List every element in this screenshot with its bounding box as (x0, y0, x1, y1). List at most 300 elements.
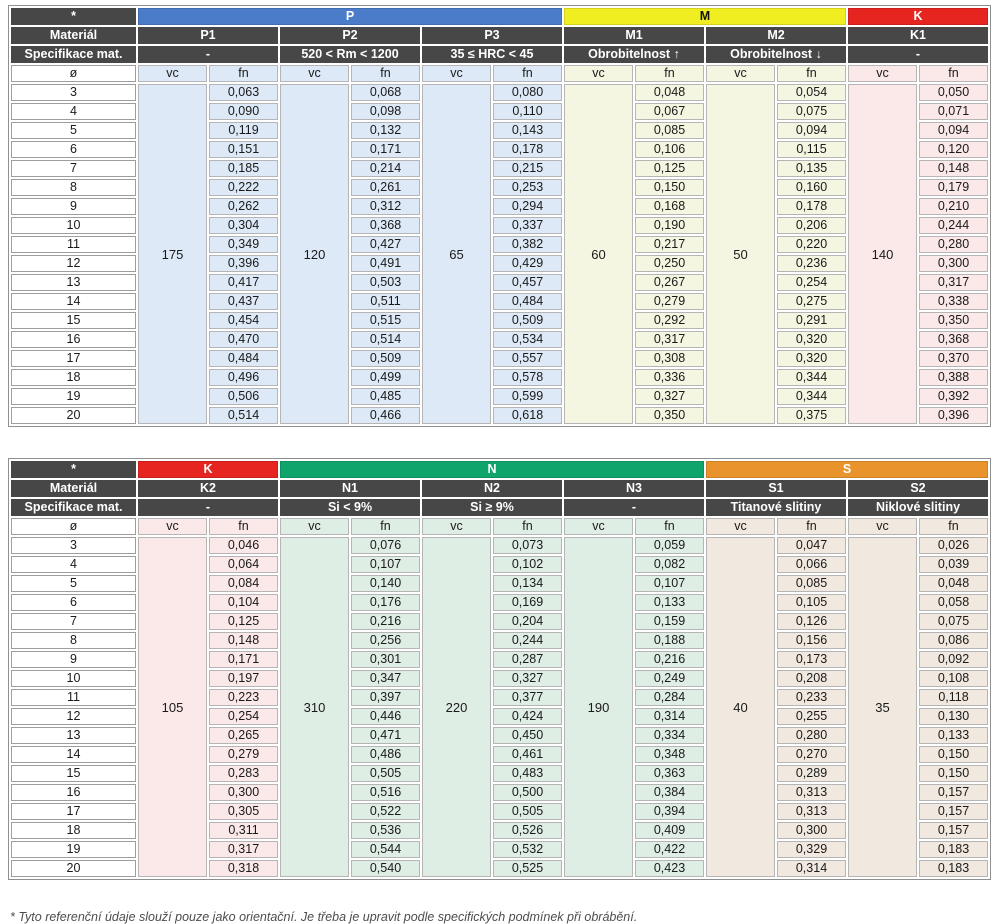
fn-value-M2: 0,254 (777, 274, 846, 291)
cutting-data-table-KNS (8, 458, 991, 880)
fn-value-N1: 0,540 (351, 860, 420, 877)
fn-value-P1: 0,470 (209, 331, 278, 348)
fn-value-S2: 0,130 (919, 708, 988, 725)
fn-value-K2: 0,223 (209, 689, 278, 706)
diameter-cell: 17 (11, 350, 136, 367)
fn-value-S1: 0,313 (777, 803, 846, 820)
fn-value-S2: 0,150 (919, 746, 988, 763)
fn-value-S2: 0,150 (919, 765, 988, 782)
spec-header-K2: - (138, 499, 278, 516)
fn-value-K1: 0,071 (919, 103, 988, 120)
diameter-cell: 19 (11, 388, 136, 405)
material-header-K2: K2 (138, 480, 278, 497)
fn-value-P3: 0,578 (493, 369, 562, 386)
vc-header-P2: vc (280, 65, 349, 82)
fn-value-N3: 0,384 (635, 784, 704, 801)
diameter-cell: 8 (11, 179, 136, 196)
diameter-header-cell: ø (11, 65, 136, 82)
fn-value-S2: 0,183 (919, 860, 988, 877)
fn-value-N3: 0,284 (635, 689, 704, 706)
fn-value-N2: 0,424 (493, 708, 562, 725)
fn-value-K2: 0,279 (209, 746, 278, 763)
group-header-K: K (848, 8, 988, 25)
fn-value-K1: 0,094 (919, 122, 988, 139)
fn-value-S1: 0,314 (777, 860, 846, 877)
fn-value-K1: 0,120 (919, 141, 988, 158)
material-row-label: Materiál (11, 27, 136, 44)
fn-value-K2: 0,064 (209, 556, 278, 573)
fn-value-P3: 0,337 (493, 217, 562, 234)
fn-value-M2: 0,135 (777, 160, 846, 177)
fn-value-S1: 0,066 (777, 556, 846, 573)
vc-value-N3: 190 (564, 537, 633, 877)
vc-value-P3: 65 (422, 84, 491, 424)
fn-value-K2: 0,283 (209, 765, 278, 782)
fn-value-P1: 0,496 (209, 369, 278, 386)
diameter-cell: 20 (11, 407, 136, 424)
fn-value-S2: 0,157 (919, 822, 988, 839)
fn-value-P3: 0,215 (493, 160, 562, 177)
diameter-cell: 9 (11, 198, 136, 215)
fn-value-M1: 0,150 (635, 179, 704, 196)
fn-header-N3: fn (635, 518, 704, 535)
fn-value-M1: 0,106 (635, 141, 704, 158)
material-header-M2: M2 (706, 27, 846, 44)
fn-value-K1: 0,392 (919, 388, 988, 405)
fn-value-M1: 0,317 (635, 331, 704, 348)
diameter-cell: 17 (11, 803, 136, 820)
fn-value-M1: 0,190 (635, 217, 704, 234)
fn-value-N3: 0,363 (635, 765, 704, 782)
vc-value-P2: 120 (280, 84, 349, 424)
fn-value-N1: 0,486 (351, 746, 420, 763)
spec-header-M2: Obrobitelnost ↓ (706, 46, 846, 63)
fn-value-S1: 0,208 (777, 670, 846, 687)
fn-value-S2: 0,157 (919, 803, 988, 820)
star-header-cell: * (11, 8, 136, 25)
fn-value-N1: 0,216 (351, 613, 420, 630)
fn-header-S2: fn (919, 518, 988, 535)
material-row-label: Materiál (11, 480, 136, 497)
fn-value-M2: 0,178 (777, 198, 846, 215)
fn-value-S2: 0,058 (919, 594, 988, 611)
diameter-cell: 15 (11, 765, 136, 782)
fn-value-M1: 0,125 (635, 160, 704, 177)
fn-value-S1: 0,233 (777, 689, 846, 706)
cutting-data-table-PMK (8, 5, 991, 427)
fn-value-K1: 0,280 (919, 236, 988, 253)
fn-value-K1: 0,300 (919, 255, 988, 272)
fn-value-N3: 0,334 (635, 727, 704, 744)
spec-header-N2: Si ≥ 9% (422, 499, 562, 516)
fn-value-M1: 0,350 (635, 407, 704, 424)
spec-header-K1: - (848, 46, 988, 63)
group-header-P: P (138, 8, 562, 25)
diameter-cell: 12 (11, 708, 136, 725)
diameter-cell: 13 (11, 727, 136, 744)
material-header-M1: M1 (564, 27, 704, 44)
fn-value-K1: 0,388 (919, 369, 988, 386)
vc-header-M1: vc (564, 65, 633, 82)
fn-value-N1: 0,347 (351, 670, 420, 687)
spec-row-label: Specifikace mat. (11, 499, 136, 516)
vc-header-K2: vc (138, 518, 207, 535)
diameter-cell: 4 (11, 556, 136, 573)
spec-header-row (11, 499, 988, 516)
fn-value-M1: 0,267 (635, 274, 704, 291)
fn-value-M1: 0,308 (635, 350, 704, 367)
vc-header-P3: vc (422, 65, 491, 82)
fn-value-N1: 0,544 (351, 841, 420, 858)
spec-header-N1: Si < 9% (280, 499, 420, 516)
data-row-d3 (11, 84, 988, 101)
spec-header-row (11, 46, 988, 63)
diameter-cell: 4 (11, 103, 136, 120)
diameter-cell: 14 (11, 746, 136, 763)
diameter-cell: 13 (11, 274, 136, 291)
material-header-P3: P3 (422, 27, 562, 44)
fn-header-P3: fn (493, 65, 562, 82)
fn-value-S1: 0,085 (777, 575, 846, 592)
group-header-S: S (706, 461, 988, 478)
fn-value-P1: 0,151 (209, 141, 278, 158)
spec-header-S1: Titanové slitiny (706, 499, 846, 516)
fn-value-S2: 0,092 (919, 651, 988, 668)
spec-row-label: Specifikace mat. (11, 46, 136, 63)
fn-value-N1: 0,505 (351, 765, 420, 782)
fn-value-K2: 0,171 (209, 651, 278, 668)
fn-header-P1: fn (209, 65, 278, 82)
diameter-cell: 15 (11, 312, 136, 329)
fn-value-P2: 0,214 (351, 160, 420, 177)
fn-value-N3: 0,394 (635, 803, 704, 820)
fn-value-P1: 0,506 (209, 388, 278, 405)
fn-value-P1: 0,454 (209, 312, 278, 329)
fn-value-S1: 0,300 (777, 822, 846, 839)
diameter-cell: 9 (11, 651, 136, 668)
diameter-cell: 5 (11, 575, 136, 592)
fn-value-P2: 0,427 (351, 236, 420, 253)
fn-value-K1: 0,244 (919, 217, 988, 234)
fn-value-N2: 0,532 (493, 841, 562, 858)
fn-value-M1: 0,279 (635, 293, 704, 310)
fn-value-P3: 0,509 (493, 312, 562, 329)
fn-value-K2: 0,197 (209, 670, 278, 687)
fn-value-P2: 0,132 (351, 122, 420, 139)
fn-value-P2: 0,514 (351, 331, 420, 348)
spec-header-P2: 520 < Rm < 1200 (280, 46, 420, 63)
fn-header-N2: fn (493, 518, 562, 535)
fn-value-K1: 0,338 (919, 293, 988, 310)
fn-value-S2: 0,133 (919, 727, 988, 744)
fn-value-M2: 0,220 (777, 236, 846, 253)
fn-value-N1: 0,446 (351, 708, 420, 725)
fn-value-M2: 0,291 (777, 312, 846, 329)
fn-value-N1: 0,301 (351, 651, 420, 668)
fn-value-N2: 0,483 (493, 765, 562, 782)
fn-value-N1: 0,176 (351, 594, 420, 611)
material-header-P1: P1 (138, 27, 278, 44)
material-header-P2: P2 (280, 27, 420, 44)
fn-value-P3: 0,457 (493, 274, 562, 291)
fn-value-N3: 0,249 (635, 670, 704, 687)
fn-value-K2: 0,318 (209, 860, 278, 877)
fn-value-N1: 0,516 (351, 784, 420, 801)
fn-value-M2: 0,054 (777, 84, 846, 101)
fn-value-N3: 0,133 (635, 594, 704, 611)
fn-value-S2: 0,086 (919, 632, 988, 649)
diameter-cell: 18 (11, 822, 136, 839)
fn-value-P3: 0,599 (493, 388, 562, 405)
group-header-M: M (564, 8, 846, 25)
group-header-N: N (280, 461, 704, 478)
fn-value-P3: 0,143 (493, 122, 562, 139)
fn-value-M2: 0,344 (777, 388, 846, 405)
fn-value-N2: 0,102 (493, 556, 562, 573)
fn-value-P3: 0,110 (493, 103, 562, 120)
fn-value-S1: 0,270 (777, 746, 846, 763)
vc-value-K2: 105 (138, 537, 207, 877)
fn-value-P3: 0,429 (493, 255, 562, 272)
fn-header-M1: fn (635, 65, 704, 82)
data-row-d3 (11, 537, 988, 554)
fn-value-P2: 0,499 (351, 369, 420, 386)
fn-value-S1: 0,156 (777, 632, 846, 649)
diameter-cell: 11 (11, 689, 136, 706)
fn-value-S1: 0,313 (777, 784, 846, 801)
fn-value-P2: 0,261 (351, 179, 420, 196)
fn-value-P2: 0,515 (351, 312, 420, 329)
fn-value-P1: 0,090 (209, 103, 278, 120)
vc-value-S1: 40 (706, 537, 775, 877)
fn-value-N2: 0,461 (493, 746, 562, 763)
fn-value-P3: 0,557 (493, 350, 562, 367)
fn-value-P1: 0,349 (209, 236, 278, 253)
material-header-N3: N3 (564, 480, 704, 497)
fn-value-M1: 0,067 (635, 103, 704, 120)
fn-value-K1: 0,210 (919, 198, 988, 215)
fn-value-P2: 0,171 (351, 141, 420, 158)
fn-value-P2: 0,509 (351, 350, 420, 367)
diameter-cell: 10 (11, 670, 136, 687)
diameter-cell: 18 (11, 369, 136, 386)
fn-value-N3: 0,188 (635, 632, 704, 649)
fn-value-P1: 0,514 (209, 407, 278, 424)
fn-value-N3: 0,216 (635, 651, 704, 668)
fn-value-N3: 0,059 (635, 537, 704, 554)
fn-value-N2: 0,377 (493, 689, 562, 706)
table-1-mount (8, 5, 991, 427)
fn-value-K1: 0,370 (919, 350, 988, 367)
fn-value-N2: 0,450 (493, 727, 562, 744)
diameter-cell: 6 (11, 141, 136, 158)
fn-value-K1: 0,050 (919, 84, 988, 101)
diameter-cell: 5 (11, 122, 136, 139)
fn-value-P2: 0,098 (351, 103, 420, 120)
vc-value-K1: 140 (848, 84, 917, 424)
fn-value-P2: 0,511 (351, 293, 420, 310)
vc-header-N1: vc (280, 518, 349, 535)
fn-value-M1: 0,048 (635, 84, 704, 101)
table-2-mount (8, 458, 991, 880)
fn-value-N2: 0,327 (493, 670, 562, 687)
fn-value-P3: 0,294 (493, 198, 562, 215)
fn-value-K1: 0,350 (919, 312, 988, 329)
fn-value-M1: 0,168 (635, 198, 704, 215)
fn-value-P3: 0,382 (493, 236, 562, 253)
fn-value-K1: 0,368 (919, 331, 988, 348)
fn-value-N2: 0,500 (493, 784, 562, 801)
fn-value-M2: 0,115 (777, 141, 846, 158)
spec-header-P3: 35 ≤ HRC < 45 (422, 46, 562, 63)
diameter-cell: 3 (11, 537, 136, 554)
fn-value-N2: 0,526 (493, 822, 562, 839)
fn-value-P1: 0,437 (209, 293, 278, 310)
fn-value-N1: 0,522 (351, 803, 420, 820)
diameter-cell: 20 (11, 860, 136, 877)
fn-header-K1: fn (919, 65, 988, 82)
diameter-header-cell: ø (11, 518, 136, 535)
vc-header-N3: vc (564, 518, 633, 535)
fn-value-P3: 0,618 (493, 407, 562, 424)
vc-fn-header-row (11, 65, 988, 82)
vc-value-N2: 220 (422, 537, 491, 877)
diameter-cell: 6 (11, 594, 136, 611)
fn-value-P2: 0,466 (351, 407, 420, 424)
diameter-cell: 11 (11, 236, 136, 253)
vc-header-P1: vc (138, 65, 207, 82)
vc-fn-header-row (11, 518, 988, 535)
fn-value-N3: 0,082 (635, 556, 704, 573)
fn-value-P3: 0,534 (493, 331, 562, 348)
fn-value-N2: 0,244 (493, 632, 562, 649)
fn-value-S2: 0,157 (919, 784, 988, 801)
fn-value-M1: 0,217 (635, 236, 704, 253)
vc-value-M1: 60 (564, 84, 633, 424)
fn-value-N3: 0,314 (635, 708, 704, 725)
fn-value-S2: 0,026 (919, 537, 988, 554)
fn-value-M1: 0,336 (635, 369, 704, 386)
vc-header-M2: vc (706, 65, 775, 82)
fn-value-N2: 0,204 (493, 613, 562, 630)
fn-header-N1: fn (351, 518, 420, 535)
fn-header-M2: fn (777, 65, 846, 82)
fn-value-M2: 0,206 (777, 217, 846, 234)
footnote: * Tyto referenční údaje slouží pouze jako orientační. Je třeba je upravit podle specifických podmínek při obrábění. (10, 910, 638, 924)
fn-value-N3: 0,159 (635, 613, 704, 630)
fn-value-M2: 0,236 (777, 255, 846, 272)
diameter-cell: 14 (11, 293, 136, 310)
spec-header-N3: - (564, 499, 704, 516)
vc-value-M2: 50 (706, 84, 775, 424)
fn-header-P2: fn (351, 65, 420, 82)
fn-value-K1: 0,179 (919, 179, 988, 196)
fn-value-N2: 0,073 (493, 537, 562, 554)
fn-value-P3: 0,178 (493, 141, 562, 158)
fn-value-M2: 0,344 (777, 369, 846, 386)
fn-value-M1: 0,327 (635, 388, 704, 405)
fn-value-P3: 0,484 (493, 293, 562, 310)
fn-value-K2: 0,305 (209, 803, 278, 820)
material-header-N2: N2 (422, 480, 562, 497)
group-header-K: K (138, 461, 278, 478)
fn-value-K2: 0,148 (209, 632, 278, 649)
fn-header-S1: fn (777, 518, 846, 535)
fn-value-S1: 0,280 (777, 727, 846, 744)
fn-value-S1: 0,173 (777, 651, 846, 668)
vc-header-S1: vc (706, 518, 775, 535)
fn-value-P1: 0,484 (209, 350, 278, 367)
material-header-S1: S1 (706, 480, 846, 497)
fn-value-M2: 0,075 (777, 103, 846, 120)
fn-value-K2: 0,311 (209, 822, 278, 839)
fn-value-K2: 0,125 (209, 613, 278, 630)
fn-value-P2: 0,503 (351, 274, 420, 291)
fn-value-P2: 0,491 (351, 255, 420, 272)
fn-value-N1: 0,471 (351, 727, 420, 744)
fn-value-N1: 0,076 (351, 537, 420, 554)
fn-value-M1: 0,085 (635, 122, 704, 139)
fn-value-P1: 0,063 (209, 84, 278, 101)
fn-value-N1: 0,256 (351, 632, 420, 649)
fn-value-N3: 0,409 (635, 822, 704, 839)
group-header-row (11, 8, 988, 25)
fn-value-S1: 0,255 (777, 708, 846, 725)
spec-header-P1: - (138, 46, 278, 63)
star-header-cell: * (11, 461, 136, 478)
diameter-cell: 10 (11, 217, 136, 234)
fn-value-K2: 0,084 (209, 575, 278, 592)
fn-value-M2: 0,094 (777, 122, 846, 139)
fn-value-S2: 0,048 (919, 575, 988, 592)
vc-value-S2: 35 (848, 537, 917, 877)
fn-value-N1: 0,140 (351, 575, 420, 592)
material-header-row (11, 27, 988, 44)
fn-header-K2: fn (209, 518, 278, 535)
vc-header-K1: vc (848, 65, 917, 82)
fn-value-N3: 0,107 (635, 575, 704, 592)
fn-value-P1: 0,185 (209, 160, 278, 177)
material-header-row (11, 480, 988, 497)
fn-value-P1: 0,119 (209, 122, 278, 139)
fn-value-N3: 0,348 (635, 746, 704, 763)
material-header-K1: K1 (848, 27, 988, 44)
fn-value-K2: 0,046 (209, 537, 278, 554)
fn-value-P3: 0,080 (493, 84, 562, 101)
fn-value-P1: 0,304 (209, 217, 278, 234)
fn-value-S1: 0,047 (777, 537, 846, 554)
table-gap (8, 427, 991, 458)
fn-value-P1: 0,262 (209, 198, 278, 215)
fn-value-S2: 0,039 (919, 556, 988, 573)
diameter-cell: 7 (11, 160, 136, 177)
fn-value-N2: 0,505 (493, 803, 562, 820)
vc-value-N1: 310 (280, 537, 349, 877)
fn-value-M2: 0,275 (777, 293, 846, 310)
fn-value-N1: 0,536 (351, 822, 420, 839)
diameter-cell: 16 (11, 331, 136, 348)
fn-value-M1: 0,292 (635, 312, 704, 329)
fn-value-S1: 0,105 (777, 594, 846, 611)
diameter-cell: 12 (11, 255, 136, 272)
fn-value-P2: 0,312 (351, 198, 420, 215)
fn-value-K2: 0,104 (209, 594, 278, 611)
fn-value-S2: 0,183 (919, 841, 988, 858)
group-header-row (11, 461, 988, 478)
fn-value-P2: 0,068 (351, 84, 420, 101)
fn-value-K1: 0,317 (919, 274, 988, 291)
fn-value-N3: 0,422 (635, 841, 704, 858)
